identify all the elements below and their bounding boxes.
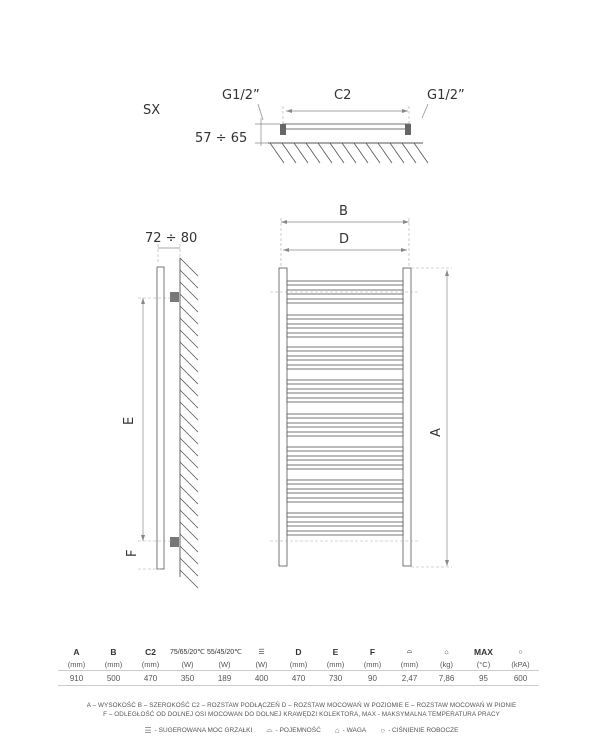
table-header-7: E xyxy=(332,647,339,657)
wall-hatch xyxy=(180,438,198,456)
table-header-2: C2 xyxy=(145,647,156,657)
table-unit-9: (mm) xyxy=(400,659,419,669)
table-value-5: 400 xyxy=(243,671,280,686)
spec-table xyxy=(58,646,539,686)
table-unit-0: (mm) xyxy=(67,659,86,669)
wall-hatch xyxy=(180,474,198,492)
table-value-9: 2,47 xyxy=(391,671,428,686)
wall-hatch xyxy=(180,534,198,552)
table-header-1: B xyxy=(110,647,117,657)
wall-hatch xyxy=(180,318,198,336)
icon-legend-item xyxy=(380,725,458,735)
table-unit-4: (W) xyxy=(218,659,231,669)
side-view xyxy=(122,231,198,588)
table-header-row xyxy=(58,646,539,658)
towel-bar xyxy=(287,324,403,328)
table-header-5: ☰ xyxy=(258,649,265,656)
front-view xyxy=(270,204,452,567)
weight-icon: ⌂ xyxy=(334,725,340,735)
pressure-icon: ○ xyxy=(380,725,386,735)
table-unit-8: (mm) xyxy=(363,659,382,669)
table-value-0: 910 xyxy=(58,671,95,686)
wall-hatch xyxy=(180,522,198,540)
table-header-8: F xyxy=(369,647,376,657)
c2-label: C2 xyxy=(334,88,352,103)
table-unit-2: (mm) xyxy=(141,659,160,669)
wall-hatch xyxy=(180,498,198,516)
wall-hatch xyxy=(366,143,380,163)
table-unit-row xyxy=(58,658,539,671)
wall-hatch xyxy=(180,282,198,300)
towel-bar xyxy=(287,447,403,451)
towel-bar xyxy=(287,389,403,393)
towel-bar xyxy=(287,480,403,484)
wall-hatch xyxy=(414,143,428,163)
table-value-11: 95 xyxy=(465,671,502,686)
e-label: E xyxy=(122,416,137,425)
table-value-10: 7,86 xyxy=(428,671,465,686)
icon-legend-label: - CIŚNIENIE ROBOCZE xyxy=(388,726,459,734)
towel-bar xyxy=(287,333,403,337)
wall-hatch xyxy=(390,143,404,163)
height-range-label: 57 ÷ 65 xyxy=(195,131,248,146)
wall-hatch xyxy=(180,330,198,348)
icon-legend-label: - WAGA xyxy=(342,726,367,734)
legend-line-1: A – WYSOKOŚĆ B – SZEROKOŚĆ C2 – ROZSTAW PODŁĄCZEŃ D – ROZSTAW MOCOWAŃ W POZIOMIE E – ROZSTAW MOCOWAŃ W PIONIE xyxy=(86,702,517,709)
table-unit-10: (kg) xyxy=(440,659,453,669)
towel-bar xyxy=(287,315,403,319)
wall-hatch xyxy=(180,558,198,576)
d-label: D xyxy=(339,232,350,247)
towel-bar xyxy=(287,365,403,369)
table-header-10: ⌂ xyxy=(444,648,449,656)
wall-hatch xyxy=(354,143,368,163)
wall-hatch xyxy=(180,390,198,408)
icon-legend-item xyxy=(335,725,366,735)
wall-hatch xyxy=(180,510,198,528)
heater-icon: ☰ xyxy=(144,725,152,735)
table-value-4: 189 xyxy=(206,671,243,686)
f-label: F xyxy=(125,549,140,557)
table-header-11: MAX xyxy=(474,647,493,657)
table-value-8: 90 xyxy=(354,671,391,686)
table-header-3: 75/65/20℃ xyxy=(169,649,206,656)
table-value-3: 350 xyxy=(169,671,206,686)
model-label: SX xyxy=(143,103,161,118)
wall-hatch xyxy=(180,342,198,360)
towel-bar xyxy=(287,465,403,469)
towel-bar xyxy=(287,498,403,502)
wall-hatch xyxy=(180,270,198,288)
table-value-row xyxy=(58,671,539,686)
wall-hatch xyxy=(180,414,198,432)
table-unit-12: (kPA) xyxy=(511,659,530,669)
table-value-12: 600 xyxy=(502,671,539,686)
top-view xyxy=(143,88,465,163)
table-header-9: ⌓ xyxy=(406,648,413,655)
table-value-6: 470 xyxy=(280,671,317,686)
wall-hatch xyxy=(180,294,198,312)
table-unit-5: (W) xyxy=(255,659,268,669)
wall-hatch xyxy=(180,306,198,324)
icon-legend-item xyxy=(144,725,252,735)
table-unit-3: (W) xyxy=(181,659,194,669)
wall-hatch xyxy=(180,354,198,372)
towel-bar xyxy=(287,347,403,351)
wall-hatch xyxy=(378,143,392,163)
towel-bar xyxy=(287,281,403,285)
towel-bar xyxy=(287,456,403,460)
icon-legend-label: - SUGEROWANA MOC GRZAŁKI xyxy=(154,726,253,734)
icon-legend xyxy=(0,725,603,735)
towel-bar xyxy=(287,299,403,303)
wall-hatch xyxy=(402,143,416,163)
towel-bar xyxy=(287,513,403,517)
wall-hatch xyxy=(294,143,308,163)
wall-hatch xyxy=(318,143,332,163)
wall-hatch xyxy=(342,143,356,163)
wall-hatch xyxy=(180,378,198,396)
wall-hatch xyxy=(180,450,198,468)
table-header-12: ○ xyxy=(518,648,523,656)
icon-legend-item xyxy=(266,725,320,735)
table-value-7: 730 xyxy=(317,671,354,686)
wall-hatch xyxy=(330,143,344,163)
depth-label: 72 ÷ 80 xyxy=(145,231,198,246)
legend-line-2: F – ODLEGŁOŚĆ OD DOLNEJ OSI MOCOWAN DO DOLNEJ KRAWĘDZI KOLEKTORA, MAX - MAKSYMALNA TEMPERATURA PRACY xyxy=(103,711,500,718)
table-value-1: 500 xyxy=(95,671,132,686)
wall-hatch xyxy=(180,402,198,420)
wall-hatch xyxy=(180,546,198,564)
table-unit-6: (mm) xyxy=(289,659,308,669)
table-header-0: A xyxy=(73,647,80,657)
table-unit-1: (mm) xyxy=(104,659,123,669)
wall-hatch xyxy=(180,426,198,444)
towel-bar xyxy=(287,414,403,418)
towel-bar xyxy=(287,531,403,535)
wall-hatch xyxy=(270,143,284,163)
g2-label: G1/2” xyxy=(427,88,465,103)
towel-bar xyxy=(287,398,403,402)
b-label: B xyxy=(339,204,348,219)
towel-bar xyxy=(287,423,403,427)
wall-hatch xyxy=(180,258,198,276)
wall-hatch xyxy=(180,486,198,504)
g1-label: G1/2” xyxy=(222,88,260,103)
wall-hatch xyxy=(180,570,198,588)
table-unit-7: (mm) xyxy=(326,659,345,669)
table-unit-11: (°C) xyxy=(476,659,491,669)
table-value-2: 470 xyxy=(132,671,169,686)
icon-legend-label: - POJEMNOŚĆ xyxy=(275,726,321,734)
towel-bar xyxy=(287,522,403,526)
capacity-icon: ⌓ xyxy=(266,725,273,734)
wall-hatch xyxy=(180,366,198,384)
a-label: A xyxy=(429,428,444,437)
table-header-6: D xyxy=(295,647,302,657)
wall-hatch xyxy=(180,462,198,480)
towel-bar xyxy=(287,432,403,436)
towel-bar xyxy=(287,356,403,360)
wall-hatch xyxy=(306,143,320,163)
table-header-4: 55/45/20℃ xyxy=(206,649,243,656)
towel-bar xyxy=(287,489,403,493)
wall-hatch xyxy=(282,143,296,163)
towel-bar xyxy=(287,380,403,384)
